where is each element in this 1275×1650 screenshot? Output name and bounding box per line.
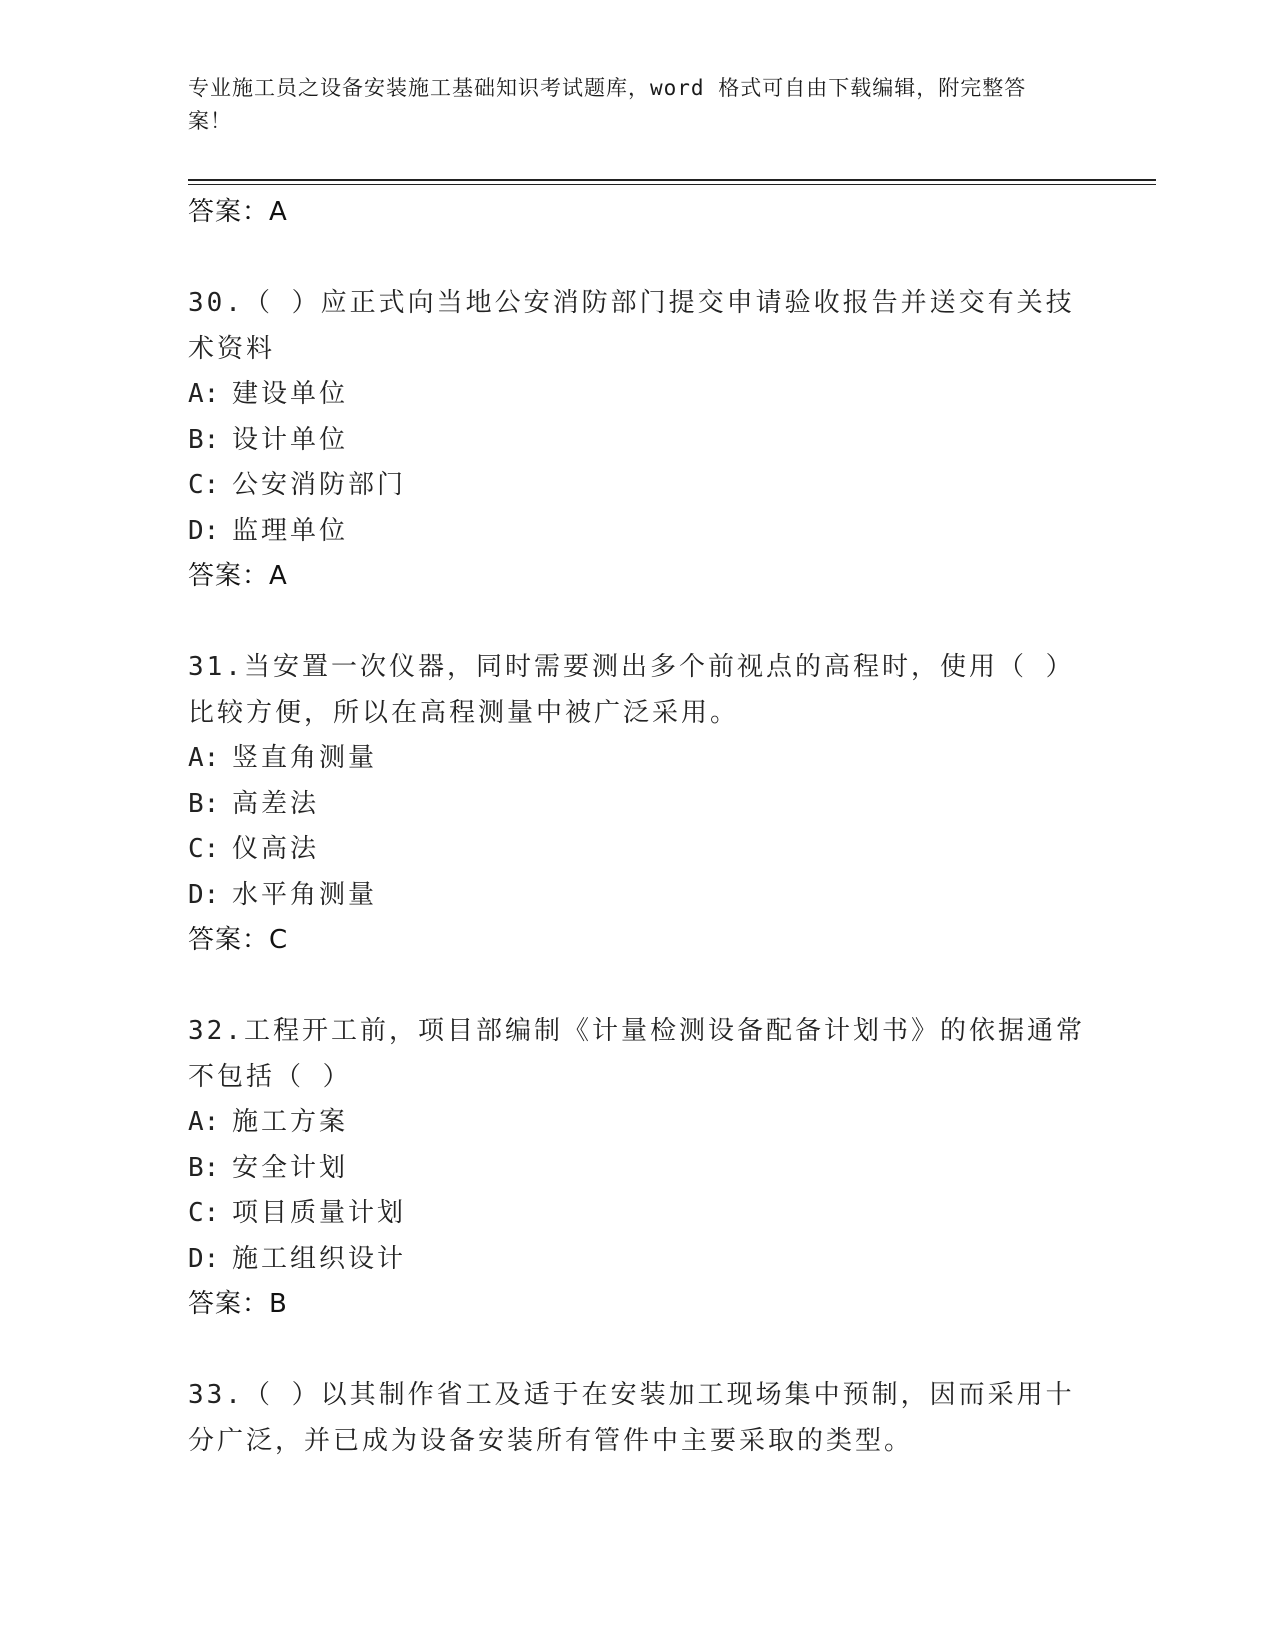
answer-line: 答案：A: [188, 197, 288, 227]
option-key: C:: [188, 470, 220, 500]
option-text: 高差法: [232, 788, 320, 819]
option-text: 安全计划: [232, 1152, 349, 1183]
option-a: [188, 372, 1088, 418]
option-text: 项目质量计划: [232, 1198, 407, 1228]
option-b: [188, 1146, 1088, 1192]
option-c: [188, 463, 1088, 509]
option-key: C:: [188, 1198, 220, 1228]
option-text: 公安消防部门: [232, 470, 407, 500]
option-a: [188, 1100, 1088, 1146]
answer-line: 答案：B: [188, 1289, 288, 1319]
option-text: 水平角测量: [232, 879, 378, 910]
option-key: D:: [188, 515, 220, 546]
option-key: B:: [188, 1152, 220, 1183]
question-text: 33.（ ）以其制作省工及适于在安装加工现场集中预制，因而采用十分广泛，并已成为设备安装所有管件中主要采取的类型。: [188, 1380, 1075, 1456]
option-b: [188, 418, 1088, 464]
header-divider-thin: [188, 184, 1156, 185]
question-text: 31.当安置一次仪器，同时需要测出多个前视点的高程时，使用（ ）比较方便，所以在高程测量中被广泛采用。: [188, 652, 1075, 728]
question-list: [188, 190, 1088, 1464]
option-text: 设计单位: [232, 424, 349, 455]
header-divider-thick: [188, 179, 1156, 181]
option-text: 施工方案: [232, 1107, 349, 1137]
option-c: [188, 827, 1088, 873]
page-header: 专业施工员之设备安装施工基础知识考试题库，word 格式可自由下载编辑，附完整答案！: [188, 76, 1027, 133]
option-key: B:: [188, 424, 220, 455]
option-d: [188, 509, 1088, 555]
option-text: 施工组织设计: [232, 1243, 407, 1274]
option-key: A:: [188, 743, 220, 773]
option-key: A:: [188, 379, 220, 409]
option-text: 仪高法: [232, 834, 320, 864]
option-text: 建设单位: [232, 379, 349, 409]
question-item: [188, 280, 1088, 598]
option-key: D:: [188, 879, 220, 910]
option-text: 竖直角测量: [232, 743, 378, 773]
question-text: 30.（ ）应正式向当地公安消防部门提交申请验收报告并送交有关技术资料: [188, 288, 1075, 364]
option-text: 监理单位: [232, 515, 349, 546]
answer-line: 答案：C: [188, 925, 289, 955]
option-key: B:: [188, 788, 220, 819]
option-key: D:: [188, 1243, 220, 1274]
option-b: [188, 782, 1088, 828]
option-key: C:: [188, 834, 220, 864]
question-text: 32.工程开工前，项目部编制《计量检测设备配备计划书》的依据通常不包括（ ）: [188, 1016, 1085, 1092]
question-item: [188, 644, 1088, 962]
answer-line: 答案：A: [188, 561, 288, 591]
option-key: A:: [188, 1107, 220, 1137]
option-d: [188, 873, 1088, 919]
option-d: [188, 1237, 1088, 1283]
option-a: [188, 736, 1088, 782]
question-item: [188, 1008, 1088, 1326]
question-item: [188, 1372, 1088, 1464]
option-c: [188, 1191, 1088, 1237]
